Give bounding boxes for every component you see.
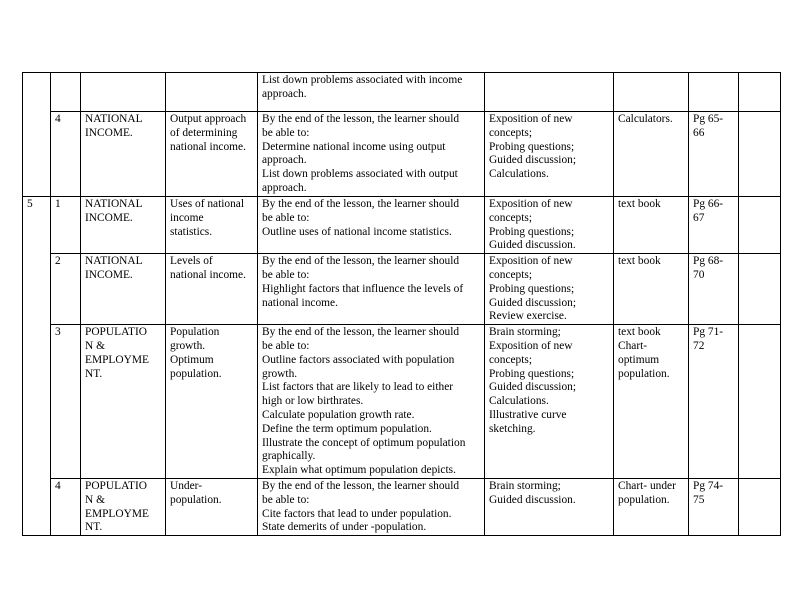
remarks-cell [739, 478, 781, 535]
references-cell: Pg 71- 72 [689, 325, 739, 479]
lesson-cell: 3 [51, 325, 81, 479]
lesson-cell: 2 [51, 254, 81, 325]
resources-cell: text book Chart- optimum population. [614, 325, 689, 479]
resources-cell [614, 73, 689, 112]
objectives-cell: By the end of the lesson, the learner should be able to: Determine national income using output approach. List down problems associated with output approach. [258, 112, 485, 197]
resources-cell: text book [614, 254, 689, 325]
references-cell: Pg 66- 67 [689, 197, 739, 254]
remarks-cell [739, 325, 781, 479]
activities-cell [485, 73, 614, 112]
lesson-cell: 1 [51, 197, 81, 254]
table-row [23, 73, 781, 112]
references-cell: Pg 68- 70 [689, 254, 739, 325]
activities-cell: Exposition of new concepts; Probing questions; Guided discussion; Review exercise. [485, 254, 614, 325]
objectives-cell: By the end of the lesson, the learner should be able to: Highlight factors that influence the levels of national income. [258, 254, 485, 325]
table-row [23, 478, 781, 535]
table-row [23, 254, 781, 325]
topic-cell: NATIONAL INCOME. [81, 197, 166, 254]
resources-cell: text book [614, 197, 689, 254]
references-cell [689, 73, 739, 112]
table-row [23, 112, 781, 197]
remarks-cell [739, 254, 781, 325]
topic-cell: NATIONAL INCOME. [81, 254, 166, 325]
subtopic-cell: Levels of national income. [166, 254, 258, 325]
remarks-cell [739, 73, 781, 112]
activities-cell: Brain storming; Guided discussion. [485, 478, 614, 535]
week-cell: 5 [23, 197, 51, 536]
table-row [23, 325, 781, 479]
lesson-cell: 4 [51, 478, 81, 535]
activities-cell: Exposition of new concepts; Probing questions; Guided discussion; Calculations. [485, 112, 614, 197]
remarks-cell [739, 197, 781, 254]
activities-cell: Exposition of new concepts; Probing questions; Guided discussion. [485, 197, 614, 254]
scheme-of-work-table [22, 72, 781, 536]
objectives-cell: By the end of the lesson, the learner should be able to: Outline factors associated with population growth. List factors that are likely to lead to either high or low birthrates. Calculate population growth rate. Define the term optimum population. Illustrate the concept of optimum population graphically. Explain what optimum population depicts. [258, 325, 485, 479]
lesson-cell: 4 [51, 112, 81, 197]
subtopic-cell: Uses of national income statistics. [166, 197, 258, 254]
objectives-cell: By the end of the lesson, the learner should be able to: Cite factors that lead to under population. State demerits of under -population. [258, 478, 485, 535]
references-cell: Pg 65- 66 [689, 112, 739, 197]
lesson-cell [51, 73, 81, 112]
subtopic-cell [166, 73, 258, 112]
topic-cell: POPULATIO N & EMPLOYME NT. [81, 478, 166, 535]
subtopic-cell: Output approach of determining national income. [166, 112, 258, 197]
week-cell [23, 73, 51, 197]
remarks-cell [739, 112, 781, 197]
objectives-cell: List down problems associated with income approach. [258, 73, 485, 112]
resources-cell: Calculators. [614, 112, 689, 197]
topic-cell: POPULATIO N & EMPLOYME NT. [81, 325, 166, 479]
table-row [23, 197, 781, 254]
subtopic-cell: Population growth. Optimum population. [166, 325, 258, 479]
subtopic-cell: Under- population. [166, 478, 258, 535]
activities-cell: Brain storming; Exposition of new concepts; Probing questions; Guided discussion; Calculations. Illustrative curve sketching. [485, 325, 614, 479]
topic-cell [81, 73, 166, 112]
resources-cell: Chart- under population. [614, 478, 689, 535]
objectives-cell: By the end of the lesson, the learner should be able to: Outline uses of national income statistics. [258, 197, 485, 254]
references-cell: Pg 74- 75 [689, 478, 739, 535]
topic-cell: NATIONAL INCOME. [81, 112, 166, 197]
